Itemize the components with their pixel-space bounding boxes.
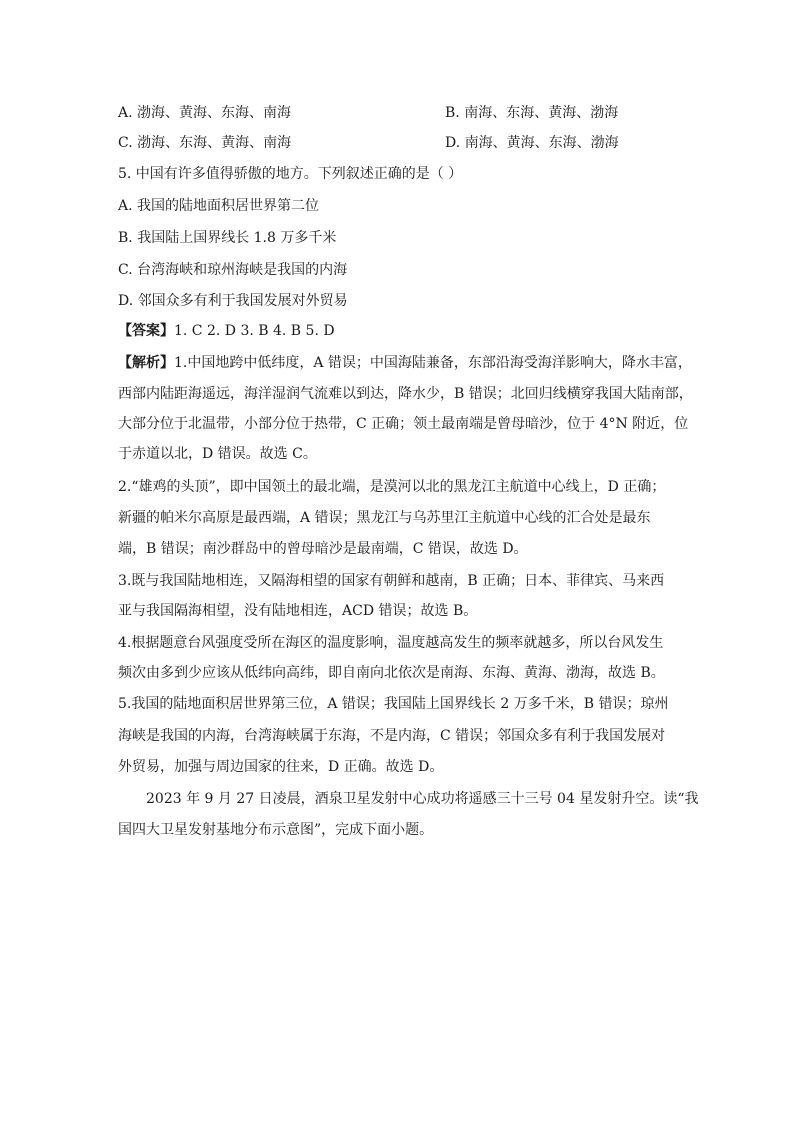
analysis-line-1 (118, 354, 692, 372)
intro-line-2: 国四大卫星发射基地分布示意图”，完成下面小题。 (118, 822, 434, 838)
analysis-line-3: 大部分位于北温带，小部分位于热带，C 正确；领土最南端是曾母暗沙，位于 4°N 附近，位 (118, 416, 689, 432)
q5-option-d: D. 邻国众多有利于我国发展对外贸易 (118, 293, 348, 309)
analysis-text: 1.中国地跨中低纬度，A 错误；中国海陆兼备，东部沿海受海洋影响大，降水丰富， (174, 355, 692, 371)
analysis-line-8: 3.既与我国陆地相连，又隔海相望的国家有朝鲜和越南，B 正确；日本、菲律宾、马来西 (118, 573, 665, 589)
analysis-line-11: 频次由多到少应该从低纬向高纬，即自南向北依次是南海、东海、黄海、渤海，故选 B。 (118, 665, 665, 681)
analysis-label: 【解析】 (118, 355, 174, 371)
q5-stem: 5. 中国有许多值得骄傲的地方。下列叙述正确的是（ ） (118, 166, 463, 182)
analysis-line-10: 4.根据题意台风强度受所在海区的温度影响，温度越高发生的频率就越多，所以台风发生 (118, 635, 664, 651)
analysis-line-12: 5.我国的陆地面积居世界第三位，A 错误；我国陆上国界线长 2 万多千米，B 错误；琼州 (118, 696, 669, 712)
answer-label: 【答案】 (118, 323, 174, 339)
analysis-line-6: 新疆的帕米尔高原是最西端，A 错误；黑龙江与乌苏里江主航道中心线的汇合处是最东 (118, 510, 651, 526)
q4-option-d: D. 南海、黄海、东海、渤海 (445, 135, 619, 151)
analysis-line-9: 亚与我国隔海相望，没有陆地相连，ACD 错误；故选 B。 (118, 603, 478, 619)
q5-option-c: C. 台湾海峡和琼州海峡是我国的内海 (118, 262, 348, 278)
analysis-line-2: 西部内陆距海遥远，海洋湿润气流难以到达，降水少，B 错误；北回归线横穿我国大陆南部， (118, 386, 693, 402)
answer-line (118, 322, 335, 340)
intro-line-1: 2023 年 9 月 27 日凌晨，酒泉卫星发射中心成功将遥感三十三号 04 星发射升空。读“我 (146, 791, 699, 807)
q4-option-b: B. 南海、东海、黄海、渤海 (445, 105, 619, 121)
q4-option-a: A. 渤海、黄海、东海、南海 (118, 105, 292, 121)
analysis-line-5: 2.“雄鸡的头顶”，即中国领土的最北端，是漠河以北的黑龙江主航道中心线上，D 正确； (118, 479, 666, 495)
answer-text: 1. C 2. D 3. B 4. B 5. D (174, 323, 335, 339)
analysis-line-13: 海峡是我国的内海，台湾海峡属于东海，不是内海，C 错误；邻国众多有利于我国发展对 (118, 728, 666, 744)
analysis-line-7: 端，B 错误；南沙群岛中的曾母暗沙是最南端，C 错误，故选 D。 (118, 541, 528, 557)
q5-option-b: B. 我国陆上国界线长 1.8 万多千米 (118, 230, 337, 246)
analysis-line-4: 于赤道以北，D 错误。故选 C。 (118, 446, 317, 462)
q4-option-c: C. 渤海、东海、黄海、南海 (118, 135, 292, 151)
analysis-line-14: 外贸易，加强与周边国家的往来，D 正确。故选 D。 (118, 759, 444, 775)
q5-option-a: A. 我国的陆地面积居世界第二位 (118, 198, 320, 214)
